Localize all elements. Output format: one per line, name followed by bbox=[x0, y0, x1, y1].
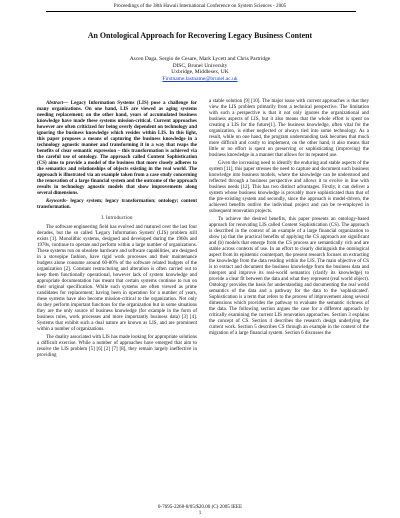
author-names: Ascen Daga, Sergio de Cesare, Mark Lycett and Chris Partridge bbox=[129, 56, 271, 62]
proceedings-header: Proceedings of the 38th Hawaii International Conference on System Sciences - 2005 bbox=[113, 3, 287, 9]
author-email-link[interactable]: Firstname.lastname@brunel.ac.uk bbox=[162, 75, 238, 82]
affiliation-dept: DISC, Brunel University bbox=[172, 62, 228, 69]
body-paragraph: To achieve the desired benefits, this paper presents an ontology-based approach for renovating LIS called Content Sophistication (CS). The approach is described in the context of an example of a large financial organization to show (a) that the practical benefits of applying the CS approach are significant and (b) models that emerge from the CS process are semantically rich and are stable across contexts of use. In an effort to clearly distinguish the ontological aspect from its epistemic counterpart, the present research focuses on extracting the knowledge from the data residing within the LIS. The main objective of CS is to extract and document the business knowledge from the business data and interpret and improve its real-world semantics (clarify its knowledge) to provide a clear fit between the data and what they represent (real world object). Ontology provides the basis for understanding and documenting the real world semantics of the data and a pathway for the data to the 'sophisticated'. Sophistication is a term that refers to the process of improvement along several dimensions which provides the pathway to evaluate the semantic richness of the data. The following section argues the case for a different approach by critically examining the current LIS renovation approaches. Section 3 explains the concept of CS. Section 4 describes the research design underlying the current work. Section 5 describes CS through an example in the context of the migration of a large financial system. Section 6 discusses the bbox=[209, 217, 369, 336]
left-column bbox=[37, 101, 197, 361]
page-number: 1 bbox=[198, 510, 202, 516]
keywords-text: legacy system; legacy transformation; ontology; content transformation. bbox=[37, 199, 197, 210]
abstract-lead: Abstract— bbox=[46, 101, 69, 106]
header-rule bbox=[46, 11, 356, 12]
paper-title: An Ontological Approach for Recovering Legacy Business Content bbox=[87, 31, 313, 40]
abstract bbox=[37, 101, 197, 197]
affiliation-city: Uxbridge, Middlesex, UK bbox=[171, 69, 229, 76]
body-paragraph: a stable solution [9] [10]. The major issue with current approaches is that they view the LIS problem primarily from a technical perspective. The limitation with such a perspective is that it not only ignores the organizational and business aspects of LIS, but it also means that the whole effort is spent on creating a LIS for the future[1]. The business knowledge, often vital for the organization, is either neglected or always tied into some technology. As a result, while on one hand, the program understanding task becomes that much more difficult and costly to implement, on the other hand, it also means that little or no effort is spent on preserving or sophisticating (improving) the business knowledge in a manner that allows for its repeated use. bbox=[209, 99, 369, 158]
page-footer bbox=[0, 504, 400, 516]
body-paragraph: Given the increasing need to identify the enduring and stable aspects of the system [11], this paper stresses the need to capture and document such business knowledge into business models, where the knowledge can be understood and reflected through a business perspective and allows it to evolve in line with business needs [12]. This has two distinct advantages. Firstly, it can deliver a system whose business knowledge is provably more sophisticated than that of the pre-existing system and secondly, since the approach is model-driven, the achieved benefits outlive the individual project and can be re-employed in subsequent renovation projects. bbox=[209, 161, 369, 214]
keywords-lead: Keywords- bbox=[46, 199, 68, 204]
body-paragraph: The software engineering field has evolved and matured over the last four decades, but the so called 'Legacy Information System' (LIS) problem still exists [1]. Monolithic systems, designed and developed during the 1960s and 1970s, continue to operate and perform within a large number of organizations. These systems run on obsolete hardware and software capabilities, are designed in a stovepipe fashion, have rigid work processes and their maintenance budgets alone consume around 60-80% of the software related budgets of the organization [2]. Constant restructuring and alteration is often carried out to keep them functionally operational, however lack of system knowledge and appropriate documentation has meant that certain systems continue to run on their original specification. While such systems are often viewed as prime candidates for replacement; having been in operation for a number of years, these systems have also become mission-critical to the organization. Not only do they perform important functions for the organization but in some situations they are the only source of business knowledge (for example in the form of business rules, work processes and more importantly business data) [3] [4]. Systems that exhibit such a dual nature are known as LIS, and are prominent within a number of organizations. bbox=[37, 225, 197, 332]
body-paragraph: The duality associated with LIS has made looking for appropriate solutions a difficult exercise. While a number of approaches have emerged that aim to resolve the LIS problem [5] [6] [2] [7] [8], they remain largely ineffective in providing bbox=[37, 335, 197, 358]
right-column bbox=[209, 99, 369, 339]
author-block bbox=[0, 56, 400, 82]
section-heading-introduction: I. Introduction bbox=[101, 216, 133, 221]
abstract-text: Legacy Information Systems (LIS) pose a challenge for many organizations. On one hand, LIS are viewed as aging systems needing replacement; on the other hand, years of accumulated business knowledge have made these systems mission-critical. Current approaches however are often criticized for being overly dependent on technology and ignoring the business knowledge which resides within LIS. In this light, this paper proposes a means of capturing the business knowledge in a technology agnostic manner and transforming it in a way that reaps the benefits of clear semantic expression – this transformation is achieved via the careful use of ontology. The approach called Content Sophistication (CS) aims to provide a model of the business that more closely adheres to the semantics and relationships of objects existing in the real world. The approach is illustrated via an example taken from a case study concerning the renovation of a large financial system and the outcome of the approach results in technology agnostic models that show improvements along several dimensions. bbox=[37, 101, 197, 196]
keywords bbox=[37, 199, 197, 211]
isbn-line: 0-7695-2268-8/05/$20.00 (C) 2005 IEEE bbox=[157, 504, 243, 510]
